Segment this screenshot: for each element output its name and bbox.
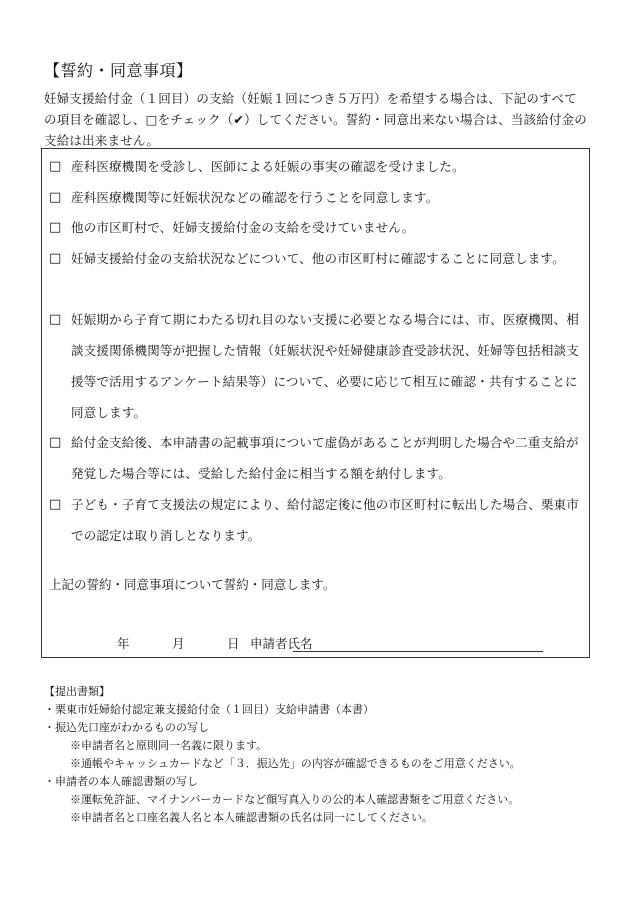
intro-text: 妊婦支援給付金（１回目）の支給（妊娠１回につき５万円）を希望する場合は、下記のすべての項目を確認し、□をチェック（✔）してください。誓約・同意出来ない場合は、当該給付金の支給は出来ません。 <box>44 91 588 148</box>
declaration-text: 上記の誓約・同意事項について誓約・同意します。 <box>49 577 336 592</box>
document-line: ・申請者の本人確認書類の写し <box>44 775 198 788</box>
required-documents <box>44 683 604 827</box>
checkbox[interactable]: □ <box>49 497 62 512</box>
applicant-name-label: 申請者氏名 <box>250 636 313 651</box>
consent-item <box>49 427 579 489</box>
document-note: ※申請者名と原則同一名義に限ります。 <box>70 739 268 752</box>
checkbox[interactable]: □ <box>49 220 62 235</box>
consent-item <box>49 489 579 551</box>
consent-item-text: 産科医療機関を受診し、医師による妊娠の事実の確認を受けました。 <box>71 159 465 174</box>
document-note: ※申請者名と口座名義人名と本人確認書類の氏名は同一にしてください。 <box>70 811 433 824</box>
consent-item-text: 給付金支給後、本申請書の記載事項について虚偽があることが判明した場合や二重支給が発覚した場合等には、受給した給付金に相当する額を納付します。 <box>71 435 579 481</box>
documents-heading: 【提出書類】 <box>44 685 110 698</box>
document-note: ※通帳やキャッシュカードなど「３．振込先」の内容が確認できるものをご用意ください。 <box>70 757 521 770</box>
consent-item-text: 他の市区町村で、妊婦支援給付金の支給を受けていません。 <box>71 220 415 235</box>
consent-box <box>41 148 590 658</box>
consent-item-text: 妊婦支援給付金の支給状況などについて、他の市区町村に確認することに同意します。 <box>71 251 565 266</box>
applicant-name-field[interactable] <box>293 651 543 652</box>
checkbox[interactable]: □ <box>49 251 62 266</box>
checkbox[interactable]: □ <box>49 159 62 174</box>
consent-item <box>49 243 579 274</box>
year-label: 年 <box>117 636 130 651</box>
consent-item-text: 妊娠期から子育て期にわたる切れ目のない支援に必要となる場合には、市、医療機関、相談支援関係機関等が把握した情報（妊娠状況や妊婦健康診査受診状況、妊婦等包括相談支援等で活用するアンケート結果等）について、必要に応じて相互に確認・共有することに同意します。 <box>71 312 580 420</box>
consent-item-text: 子ども・子育て支援法の規定により、給付認定後に他の市区町村に転出した場合、栗東市での認定は取り消しとなります。 <box>71 497 580 543</box>
checkbox[interactable]: □ <box>49 435 62 450</box>
day-label: 日 <box>227 636 240 651</box>
document-note: ※運転免許証、マイナンバーカードなど顔写真入りの公的本人確認書類をご用意ください。 <box>70 793 520 806</box>
month-label: 月 <box>172 636 185 651</box>
consent-item-text: 産科医療機関等に妊娠状況などの確認を行うことを同意します。 <box>71 190 439 205</box>
document-line: ・振込先口座がわかるものの写し <box>44 721 209 734</box>
consent-item <box>49 182 579 213</box>
signature-row <box>117 634 577 654</box>
checkbox[interactable]: □ <box>49 190 62 205</box>
checkbox[interactable]: □ <box>49 312 62 327</box>
section-title: 【誓約・同意事項】 <box>44 61 193 80</box>
consent-item <box>49 212 579 243</box>
consent-item <box>49 304 579 428</box>
consent-item <box>49 151 579 182</box>
document-line: ・栗東市妊婦給付認定兼支援給付金（１回目）支給申請書（本書） <box>44 703 374 716</box>
